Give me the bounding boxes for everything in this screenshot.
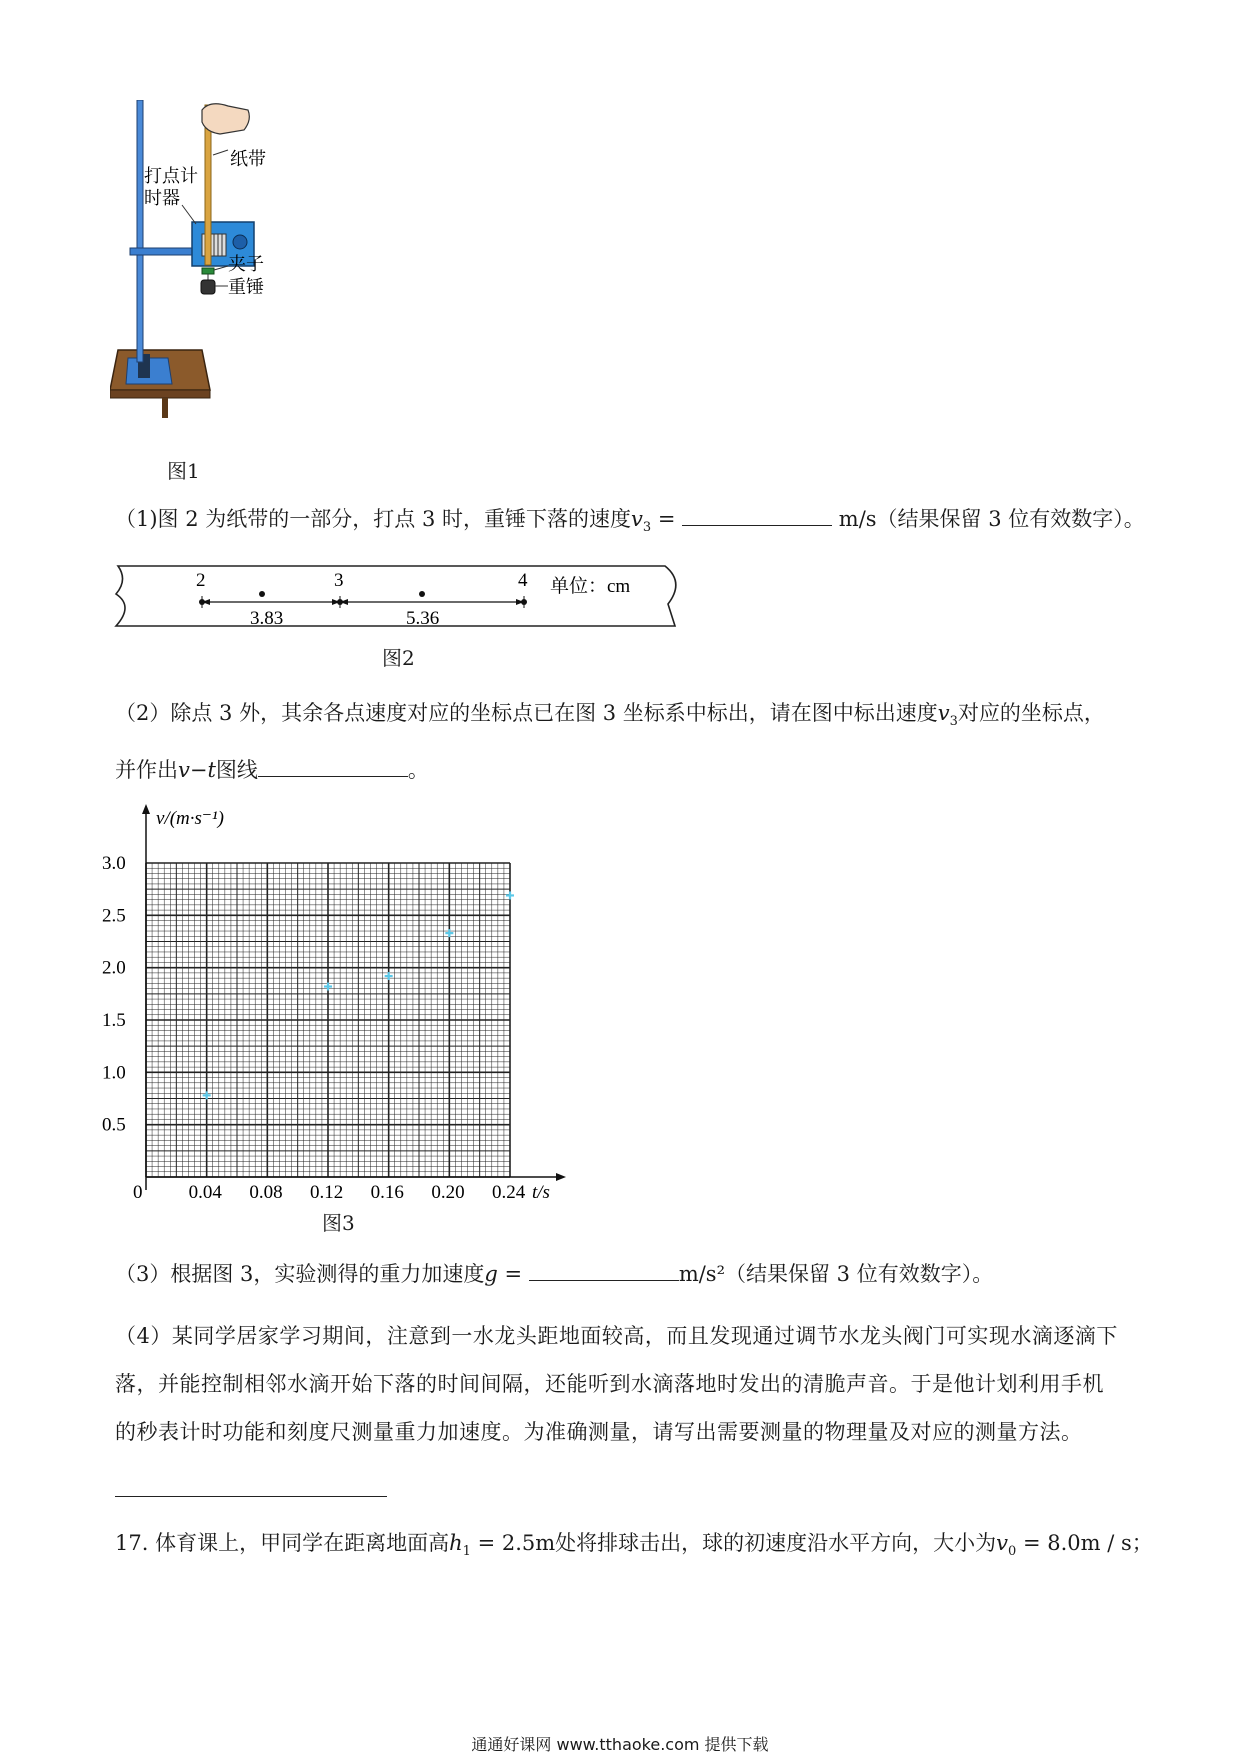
x-tick-label: 0.24 — [492, 1182, 526, 1200]
q1-sub: 3 — [642, 520, 652, 536]
figure-1-caption: 图1 — [167, 459, 200, 483]
q3-eq: = — [497, 1262, 529, 1286]
x-axis-label: t/s — [532, 1182, 550, 1200]
chart-grid — [146, 863, 510, 1177]
figure-3 — [100, 800, 570, 1200]
vt-chart — [100, 800, 570, 1200]
label-timer-1: 打点计 — [144, 166, 198, 186]
y-tick-label: 1.5 — [102, 1010, 126, 1031]
x-tick-label: 0.04 — [188, 1182, 222, 1200]
data-point — [506, 891, 514, 899]
x-axis-arrow — [556, 1173, 566, 1181]
answer-line[interactable] — [115, 1496, 387, 1497]
q17-h-val: = 2.5m — [470, 1531, 556, 1555]
figure-1 — [110, 100, 330, 440]
q17-v-var: v — [996, 1531, 1009, 1555]
y-tick-label: 2.0 — [102, 957, 126, 979]
tape-point-3: 3 — [334, 570, 344, 591]
tape-point-4: 4 — [518, 570, 528, 591]
origin-label: 0 — [133, 1182, 143, 1200]
question-17 — [115, 1528, 1153, 1567]
y-axis-label: v/(m·s⁻¹) — [156, 808, 224, 829]
q17-text-1: 体育课上，甲同学在距离地面高 — [155, 1531, 450, 1555]
tape-unit: 单位：cm — [550, 576, 631, 597]
q1-var: v — [630, 507, 643, 531]
x-tick-label: 0.12 — [310, 1182, 344, 1200]
q3-prefix: （3）根据图 3，实验测得的重力加速度 — [115, 1262, 485, 1286]
figure-3-caption: 图3 — [322, 1211, 355, 1235]
y-tick-label: 2.5 — [102, 905, 126, 927]
q17-h-var: h — [449, 1531, 463, 1555]
q4-line-3: 的秒表计时功能和刻度尺测量重力加速度。为准确测量，请写出需要测量的物理量及对应的测量方法。 — [115, 1420, 1083, 1444]
y-axis-arrow — [142, 804, 150, 814]
q3-answer-blank[interactable] — [529, 1258, 679, 1281]
q3-suffix: （结果保留 3 位有效数字）。 — [725, 1262, 994, 1286]
figure-2-caption: 图2 — [382, 646, 415, 670]
q2-line1-prefix: （2）除点 3 外，其余各点速度对应的坐标点已在图 3 坐标系中标出，请在图中标出速度 — [115, 701, 938, 725]
q2-var: v — [937, 701, 950, 725]
y-tick-label: 3.0 — [102, 853, 126, 874]
q2-answer-blank[interactable] — [258, 754, 408, 777]
question-2-line-2 — [115, 754, 429, 785]
question-1 — [115, 503, 1145, 543]
q2-line1-suffix: 对应的坐标点， — [957, 701, 1105, 725]
data-point — [445, 929, 453, 937]
tape-diagram — [110, 560, 680, 640]
tape-distance-2: 5.36 — [406, 608, 440, 629]
q1-answer-blank[interactable] — [682, 503, 832, 526]
q1-suffix: （结果保留 3 位有效数字）。 — [876, 507, 1145, 531]
x-tick-label: 0.08 — [249, 1182, 283, 1200]
question-2-line-1 — [115, 698, 1105, 737]
q2-line2-end: 。 — [407, 758, 429, 782]
q17-text-2: 处将排球击出，球的初速度沿水平方向，大小为 — [555, 1531, 997, 1555]
question-3 — [115, 1258, 993, 1289]
tape-point-2: 2 — [196, 570, 206, 591]
page-footer: 通通好课网 www.tthaoke.com 提供下载 — [471, 1735, 769, 1754]
figure-2 — [110, 560, 680, 640]
q2-vt: v−t — [178, 758, 216, 782]
x-tick-label: 0.16 — [370, 1182, 404, 1200]
x-tick-label: 0.20 — [431, 1182, 465, 1200]
label-weight: 重锤 — [228, 277, 264, 297]
y-tick-label: 0.5 — [102, 1114, 126, 1136]
q1-prefix: （1)图 2 为纸带的一部分，打点 3 时，重锤下落的速度 — [115, 507, 631, 531]
q17-h-sub: 1 — [462, 1544, 471, 1560]
q2-sub: 3 — [949, 714, 958, 730]
q2-line2-prefix: 并作出 — [115, 758, 178, 782]
q17-v-sub: 0 — [1008, 1544, 1017, 1560]
apparatus-illustration — [110, 100, 330, 440]
question-4 — [115, 1312, 1135, 1456]
q3-unit: m/s² — [678, 1262, 725, 1286]
y-tick-label: 1.0 — [102, 1062, 126, 1084]
q4-line-2: 落，并能控制相邻水滴开始下落的时间间隔，还能听到水滴落地时发出的清脆声音。于是他计划利用手机 — [115, 1372, 1104, 1396]
q17-v-val: = 8.0m / s； — [1016, 1531, 1153, 1555]
q2-line2-mid: 图线 — [215, 758, 258, 782]
q1-unit: m/s — [838, 507, 877, 531]
label-clip: 夹子 — [228, 254, 264, 274]
data-point — [385, 972, 393, 980]
q1-eq: = — [651, 507, 683, 531]
label-timer-2: 时器 — [144, 188, 180, 208]
label-tape: 纸带 — [230, 149, 266, 169]
q3-var: g — [484, 1262, 498, 1286]
data-point — [324, 983, 332, 991]
q4-line-1: （4）某同学居家学习期间，注意到一水龙头距地面较高，而且发现通过调节水龙头阀门可实现水滴逐滴下 — [115, 1324, 1118, 1348]
tape-distance-1: 3.83 — [250, 608, 284, 629]
q17-number: 17. — [115, 1531, 149, 1555]
